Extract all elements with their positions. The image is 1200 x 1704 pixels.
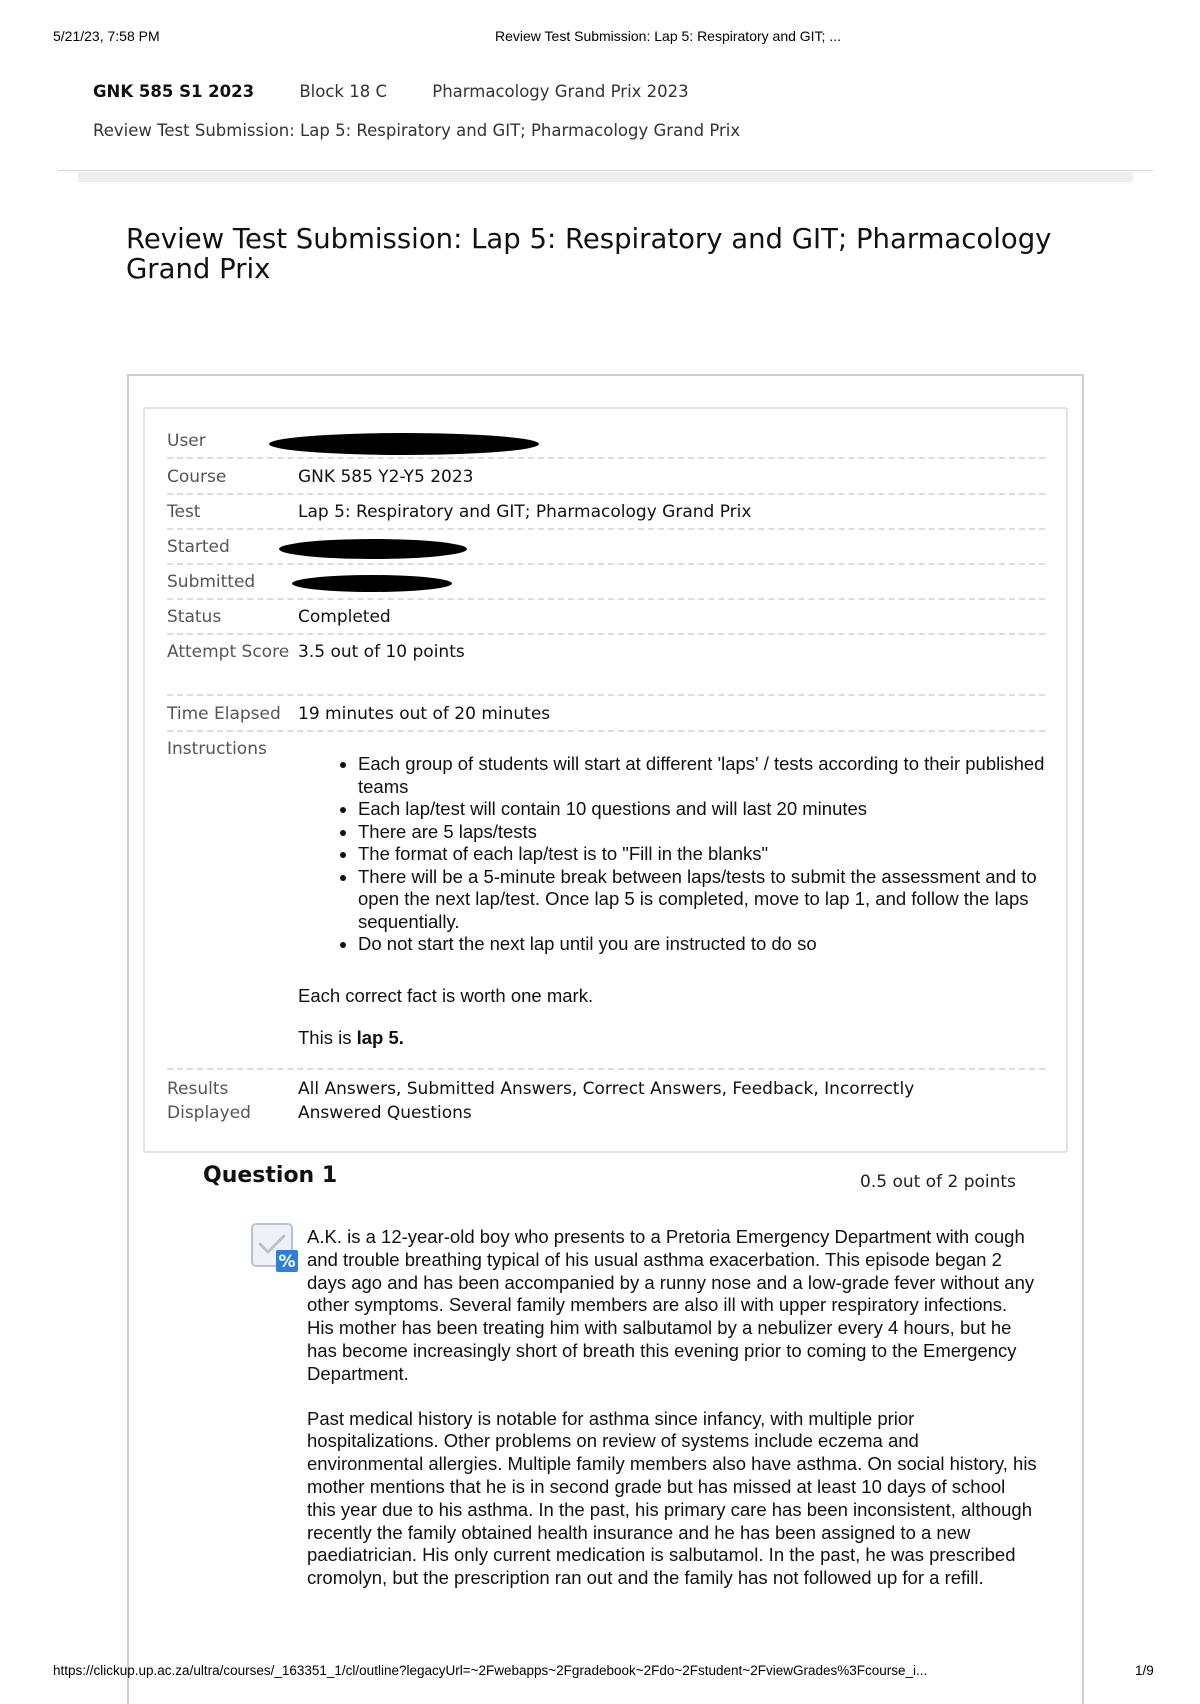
instructions-note: Each correct fact is worth one mark.	[298, 985, 594, 1006]
course-label: Course	[167, 467, 227, 487]
course-value: GNK 585 Y2-Y5 2023	[298, 467, 474, 487]
question-points: 0.5 out of 2 points	[860, 1172, 1016, 1192]
page-title: Review Test Submission: Lap 5: Respiratory and GIT; Pharmacology Grand Prix	[126, 223, 1052, 285]
status-label: Status	[167, 607, 222, 627]
instruction-item: • Do not start the next lap until you are instructed to do so	[358, 933, 1058, 956]
header-shadow-bar	[78, 172, 1133, 182]
time-elapsed-label: Time Elapsed	[167, 704, 281, 724]
user-redaction	[269, 433, 539, 455]
breadcrumb-course[interactable]: GNK 585 S1 2023	[93, 82, 255, 101]
breadcrumb-block[interactable]: Block 18 C	[299, 82, 387, 101]
lap-number: lap 5.	[356, 1027, 404, 1048]
results-displayed-label: Results Displayed	[167, 1079, 251, 1123]
lap-prefix: This is	[298, 1027, 357, 1048]
instruction-item: • Each group of students will start at different 'laps' / tests according to their published teams	[358, 753, 1058, 798]
test-label: Test	[167, 502, 201, 522]
fill-in-blanks-icon	[250, 1222, 300, 1274]
svg-text:%: %	[278, 1252, 296, 1272]
detail-row-instructions	[167, 731, 1045, 1070]
instruction-item: • There will be a 5-minute break between laps/tests to submit the assessment and to open the next lap/test. Once lap 5 is completed, move to lap 1, and follow the laps sequentially.	[358, 866, 1058, 934]
time-elapsed-value: 19 minutes out of 20 minutes	[298, 704, 551, 724]
started-redaction	[279, 539, 467, 559]
question-body	[307, 1226, 1037, 1612]
detail-row-attempt-score	[167, 634, 1045, 696]
breadcrumb-current: Review Test Submission: Lap 5: Respiratory and GIT; Pharmacology Grand Prix	[93, 121, 741, 140]
submitted-label: Submitted	[167, 572, 256, 592]
detail-row-test	[167, 494, 1045, 530]
detail-row-results-displayed	[167, 1071, 1045, 1131]
detail-row-user	[167, 423, 1045, 459]
submitted-redaction	[292, 575, 452, 592]
user-label: User	[167, 431, 206, 451]
attempt-score-value: 3.5 out of 10 points	[298, 642, 465, 662]
instruction-item: • There are 5 laps/tests	[358, 821, 1058, 844]
started-label: Started	[167, 537, 230, 557]
print-url: https://clickup.up.ac.za/ultra/courses/_163351_1/cl/outline?legacyUrl=~2Fwebapps~2Fgradebook~2Fdo~2Fstudent~2FviewGrades%3Fcourse_i...	[53, 1663, 928, 1678]
test-value: Lap 5: Respiratory and GIT; Pharmacology Grand Prix	[298, 502, 752, 522]
instructions-label: Instructions	[167, 739, 267, 759]
instructions-lap-line	[298, 1027, 404, 1049]
instruction-item: • Each lap/test will contain 10 questions and will last 20 minutes	[358, 798, 1058, 821]
header-divider	[58, 170, 1153, 171]
detail-row-started	[167, 529, 1045, 565]
breadcrumb	[93, 82, 729, 101]
status-value: Completed	[298, 607, 391, 627]
print-page-title: Review Test Submission: Lap 5: Respiratory and GIT; ...	[495, 28, 842, 44]
breadcrumb-section[interactable]: Pharmacology Grand Prix 2023	[432, 82, 689, 101]
attempt-score-label: Attempt Score	[167, 642, 290, 662]
detail-row-status	[167, 599, 1045, 635]
print-header	[0, 28, 1200, 48]
detail-row-submitted	[167, 564, 1045, 600]
instruction-item: • The format of each lap/test is to "Fill in the blanks"	[358, 843, 1058, 866]
question-paragraph: A.K. is a 12-year-old boy who presents to a Pretoria Emergency Department with cough and trouble breathing typical of his usual asthma exacerbation. This episode began 2 days ago and has been accompanied by a runny nose and a low-grade fever without any other symptoms. Several family members are also ill with upper respiratory infections. His mother has been treating him with salbutamol by a nebulizer every 4 hours, but he has become increasingly short of breath this evening prior to coming to the Emergency Department.	[307, 1226, 1035, 1384]
detail-row-time-elapsed	[167, 696, 1045, 732]
detail-row-course	[167, 459, 1045, 495]
question-paragraph: Past medical history is notable for asthma since infancy, with multiple prior hospitalizations. Other problems on review of systems include eczema and environmental allergies. Multiple family members also have asthma. On social history, his mother mentions that he is in second grade but has missed at least 10 days of school this year due to his asthma. In the past, his primary care has been inconsistent, although recently the family obtained health insurance and he has been assigned to a new paediatrician. His only current medication is salbutamol. In the past, he was prescribed cromolyn, but the prescription ran out and the family has not followed up for a refill.	[307, 1407, 1037, 1589]
instructions-list	[298, 753, 1058, 956]
print-page-number: 1/9	[1135, 1663, 1154, 1678]
results-displayed-value: All Answers, Submitted Answers, Correct Answers, Feedback, Incorrectly Answered Questions	[298, 1079, 915, 1123]
print-datetime: 5/21/23, 7:58 PM	[53, 28, 160, 44]
question-title: Question 1	[203, 1163, 338, 1188]
